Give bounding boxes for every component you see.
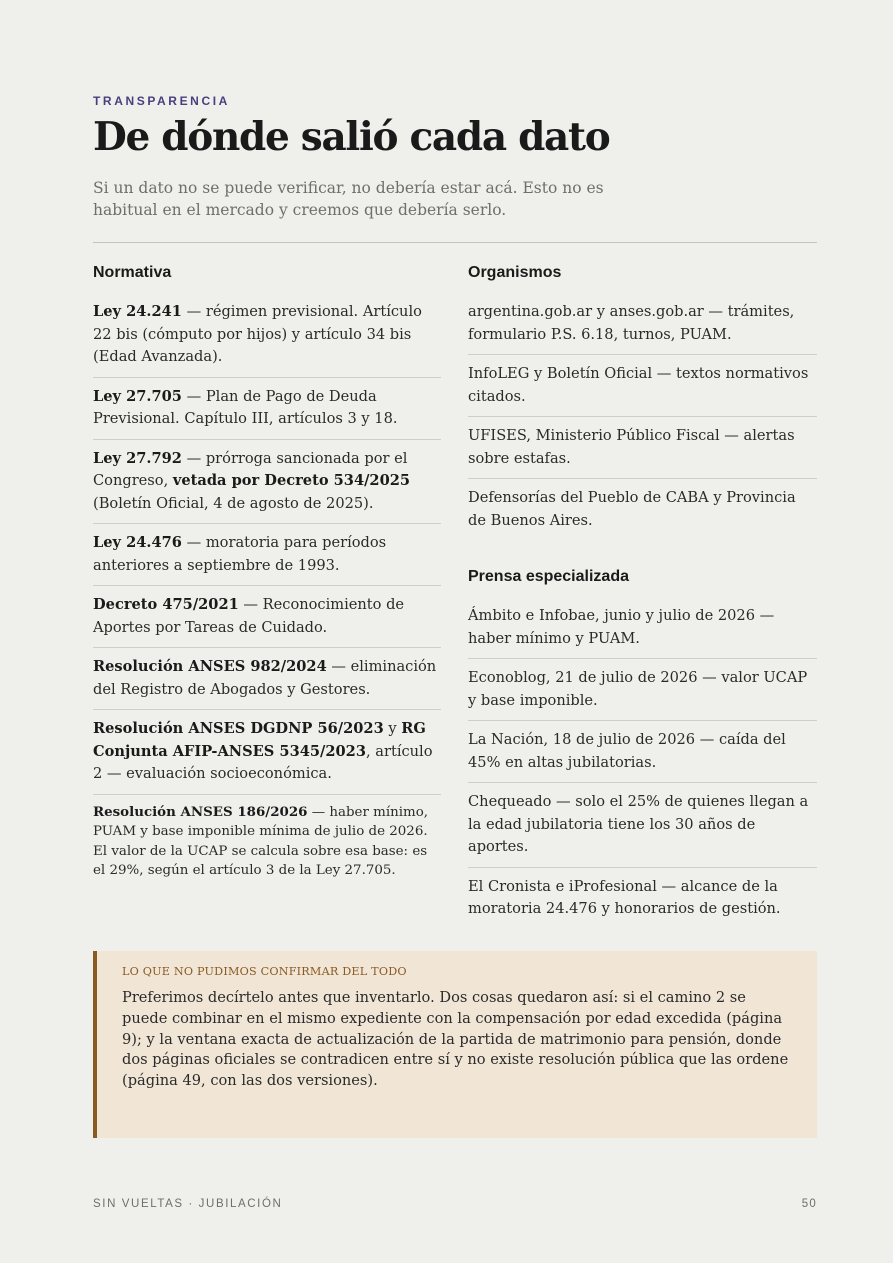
- prensa-heading: Prensa especializada: [468, 568, 629, 585]
- entry-text: — Reconocimiento de Aportes por Tareas de Cuidado.: [93, 596, 405, 636]
- note-accent-bar: [93, 951, 97, 1138]
- entry-text: — eliminación del Registro de Abogados y Gestores.: [93, 658, 437, 698]
- divider: [93, 242, 817, 243]
- page-title: De dónde salió cada dato: [93, 114, 610, 160]
- note-label: LO QUE NO PUDIMOS CONFIRMAR DEL TODO: [122, 965, 407, 978]
- source-entry: Econoblog, 21 de julio de 2026 — valor UCAP y base imponible.: [468, 667, 817, 721]
- entry-text: — prórroga sancionada por el Congreso,: [93, 449, 408, 489]
- source-entry: El Cronista e iProfesional — alcance de la moratoria 24.476 y honorarios de gestión.: [468, 877, 781, 917]
- normativa-column: [93, 264, 441, 897]
- entry-text: , artículo 2 — evaluación socioeconómica.: [93, 742, 433, 782]
- note-text: Preferimos decírtelo antes que inventarlo. Dos cosas quedaron así: si el camino 2 se puede combinar en el mismo expediente con la compensación por edad excedida (página 9); y la ventana exacta de actualización de la partida de matrimonio para pensión, donde dos páginas oficiales se contradicen entre sí y no existe resolución pública que las ordene (página 49, con las dos versiones).: [122, 989, 789, 1090]
- entry-title: Decreto 475/2021: [93, 596, 239, 613]
- section-kicker: TRANSPARENCIA: [93, 94, 230, 108]
- entry-text: — moratoria para períodos anteriores a septiembre de 1993.: [93, 534, 387, 574]
- entry-text: — régimen previsional. Artículo 22 bis (cómputo por hijos) y artículo 34 bis (Edad Avanzada).: [93, 303, 422, 365]
- source-entry: Ámbito e Infobae, junio y julio de 2026 — haber mínimo y PUAM.: [468, 605, 817, 659]
- source-entry: [93, 718, 441, 795]
- unconfirmed-note: [93, 951, 817, 1138]
- organismos-heading: Organismos: [468, 264, 562, 281]
- intro-paragraph: Si un dato no se puede verificar, no debería estar acá. Esto no es habitual en el mercado y creemos que debería serlo.: [93, 179, 604, 219]
- source-entry: [93, 656, 441, 710]
- entry-title: Resolución ANSES DGDNP 56/2023: [93, 720, 384, 737]
- source-entry: UFISES, Ministerio Público Fiscal — alertas sobre estafas.: [468, 425, 817, 479]
- entry-emphasis: RG Conjunta AFIP-ANSES 5345/2023: [93, 720, 426, 760]
- entry-title: Ley 27.792: [93, 449, 182, 467]
- entry-text: — Plan de Pago de Deuda Previsional. Capítulo III, artículos 3 y 18.: [93, 387, 398, 427]
- entry-text: y: [383, 720, 402, 737]
- page-number: 50: [801, 1198, 817, 1210]
- organismos-list: [468, 301, 817, 540]
- entry-emphasis: vetada por Decreto 534/2025: [172, 472, 411, 489]
- entry-title: Resolución ANSES 982/2024: [93, 658, 327, 675]
- entry-text: — haber mínimo, PUAM y base imponible mínima de julio de 2026. El valor de la UCAP se calcula sobre esa base: es el 29%, según el artículo 3 de la Ley 27.705.: [93, 804, 429, 878]
- entry-title: Ley 24.476: [93, 534, 182, 551]
- source-entry: Chequeado — solo el 25% de quienes llegan a la edad jubilatoria tiene los 30 años de aportes.: [468, 791, 817, 868]
- source-entry: InfoLEG y Boletín Oficial — textos normativos citados.: [468, 363, 817, 417]
- source-entry: [93, 532, 441, 586]
- source-entry: [93, 301, 441, 378]
- entry-title: Resolución ANSES 186/2026: [93, 803, 308, 820]
- entry-title: Ley 27.705: [93, 387, 182, 405]
- source-entry: La Nación, 18 de julio de 2026 — caída del 45% en altas jubilatorias.: [468, 729, 817, 783]
- source-entry: Defensorías del Pueblo de CABA y Provincia de Buenos Aires.: [468, 489, 796, 529]
- source-entry: [93, 803, 441, 889]
- normativa-heading: Normativa: [93, 264, 172, 281]
- entry-text: (Boletín Oficial, 4 de agosto de 2025).: [93, 494, 374, 512]
- fuentes-column: [468, 264, 817, 937]
- source-entry: argentina.gob.ar y anses.gob.ar — trámites, formulario P.S. 6.18, turnos, PUAM.: [468, 301, 817, 355]
- source-entry: [93, 386, 441, 440]
- source-entry: [93, 594, 441, 648]
- footer-publication: SIN VUELTAS · JUBILACIÓN: [93, 1198, 283, 1210]
- entry-title: Ley 24.241: [93, 303, 182, 320]
- prensa-list: [468, 605, 817, 929]
- source-entry: [93, 448, 441, 525]
